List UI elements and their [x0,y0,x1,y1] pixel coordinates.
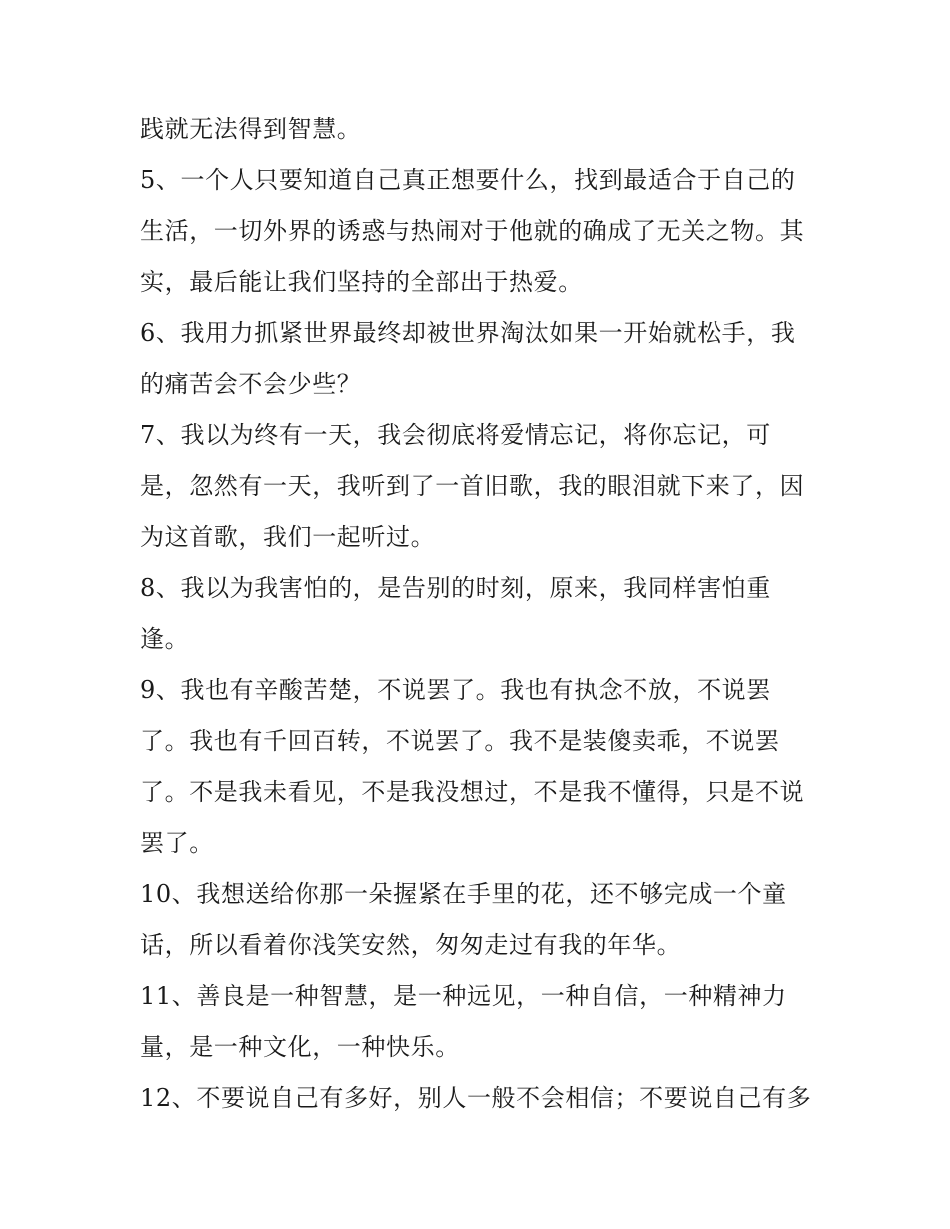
text-line: 了。不是我未看见，不是我没想过，不是我不懂得，只是不说 [140,778,805,806]
text-line: 实，最后能让我们坚持的全部出于热爱。 [140,268,583,296]
document-body [140,104,830,1124]
text-line: 量，是一种文化，一种快乐。 [140,1033,460,1061]
text-line: 生活，一切外界的诱惑与热闹对于他就的确成了无关之物。其 [140,217,805,245]
text-line: 11、善良是一种智慧，是一种远见，一种自信，一种精神力 [140,982,787,1010]
text-line: 12、不要说自己有多好，别人一般不会相信；不要说自己有多 [140,1084,812,1112]
text-line: 罢了。 [140,829,214,857]
text-line: 7、我以为终有一天，我会彻底将爱情忘记，将你忘记，可 [140,421,771,449]
text-line: 了。我也有千回百转，不说罢了。我不是装傻卖乖，不说罢 [140,727,780,755]
text-line: 逢。 [140,625,190,653]
text-line: 是，忽然有一天，我听到了一首旧歌，我的眼泪就下来了，因 [140,472,805,500]
text-line: 10、我想送给你那一朵握紧在手里的花，还不够完成一个童 [140,880,787,908]
text-line: 为这首歌，我们一起听过。 [140,523,436,551]
text-line: 的痛苦会不会少些？ [140,370,362,398]
text-line: 9、我也有辛酸苦楚，不说罢了。我也有执念不放，不说罢 [140,676,771,704]
text-line: 8、我以为我害怕的，是告别的时刻，原来，我同样害怕重 [140,574,771,602]
text-line: 5、一个人只要知道自己真正想要什么，找到最适合于自己的 [140,166,796,194]
text-line: 话，所以看着你浅笑安然，匆匆走过有我的年华。 [140,931,682,959]
text-line: 践就无法得到智慧。 [140,115,362,143]
text-line: 6、我用力抓紧世界最终却被世界淘汰如果一开始就松手，我 [140,319,796,347]
